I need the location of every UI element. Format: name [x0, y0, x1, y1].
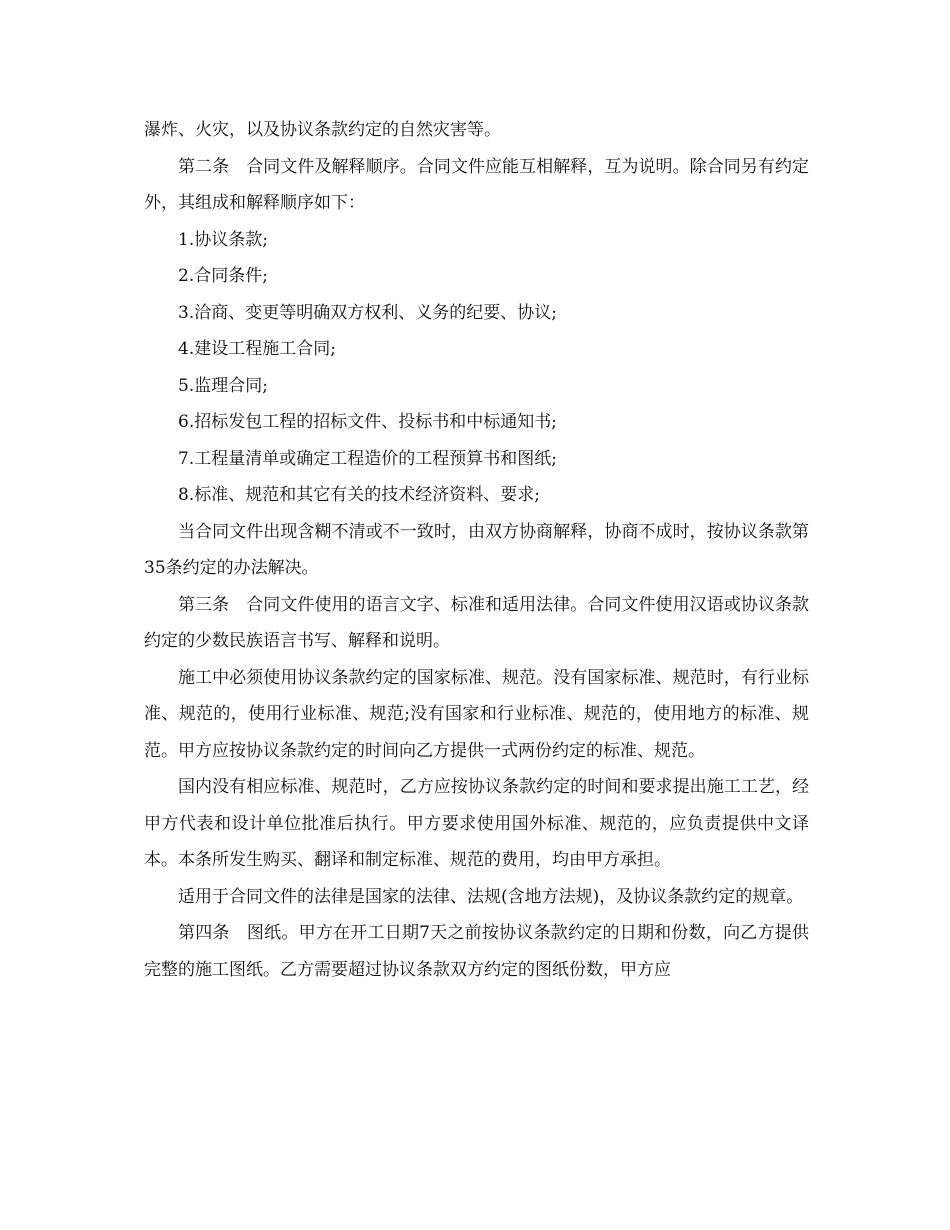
list-item: 6.招标发包工程的招标文件、投标书和中标通知书;	[178, 412, 557, 432]
list-item: 4.建设工程施工合同;	[178, 339, 336, 359]
paragraph-article-4: 第四条 图纸。甲方在开工日期7天之前按协议条款约定的日期和份数，向乙方提供完整的施工图纸。乙方需要超过协议条款双方约定的图纸份数，甲方应	[144, 923, 809, 980]
paragraph-article-3: 第三条 合同文件使用的语言文字、标准和适用法律。合同文件使用汉语或协议条款约定的少数民族语言书写、解释和说明。	[144, 594, 809, 651]
list-item: 3.洽商、变更等明确双方权利、义务的纪要、协议;	[178, 302, 557, 323]
paragraph-dispute-resolution: 当合同文件出现含糊不清或不一致时，由双方协商解释，协商不成时，按协议条款第35条约定的办法解决。	[144, 521, 809, 578]
list-item: 2.合同条件;	[178, 266, 268, 286]
paragraph-article-2: 第二条 合同文件及解释顺序。合同文件应能互相解释，互为说明。除合同另有约定外，其组成和解释顺序如下：	[144, 156, 809, 213]
list-item: 8.标准、规范和其它有关的技术经济资料、要求;	[178, 485, 540, 505]
list-item: 5.监理合同;	[178, 375, 268, 396]
paragraph-foreign-standards: 国内没有相应标准、规范时，乙方应按协议条款约定的时间和要求提出施工工艺，经甲方代表和设计单位批准后执行。甲方要求使用国外标准、规范的，应负责提供中文译本。本条所发生购买、翻译和制定标准、规范的费用，均由甲方承担。	[144, 777, 809, 870]
list-item: 7.工程量清单或确定工程造价的工程预算书和图纸;	[178, 448, 557, 469]
paragraph-continuation: 瀑炸、火灾，以及协议条款约定的自然灾害等。	[144, 120, 501, 140]
paragraph-standards: 施工中必须使用协议条款约定的国家标准、规范。没有国家标准、规范时，有行业标准、规范的，使用行业标准、规范;没有国家和行业标准、规范的，使用地方的标准、规范。甲方应按协议条款约定的时间向乙方提供一式两份约定的标准、规范。	[144, 667, 809, 761]
paragraph-applicable-law: 适用于合同文件的法律是国家的法律、法规(含地方法规)，及协议条款约定的规章。	[178, 886, 804, 907]
document-body	[144, 112, 809, 988]
list-item: 1.协议条款;	[178, 229, 268, 250]
